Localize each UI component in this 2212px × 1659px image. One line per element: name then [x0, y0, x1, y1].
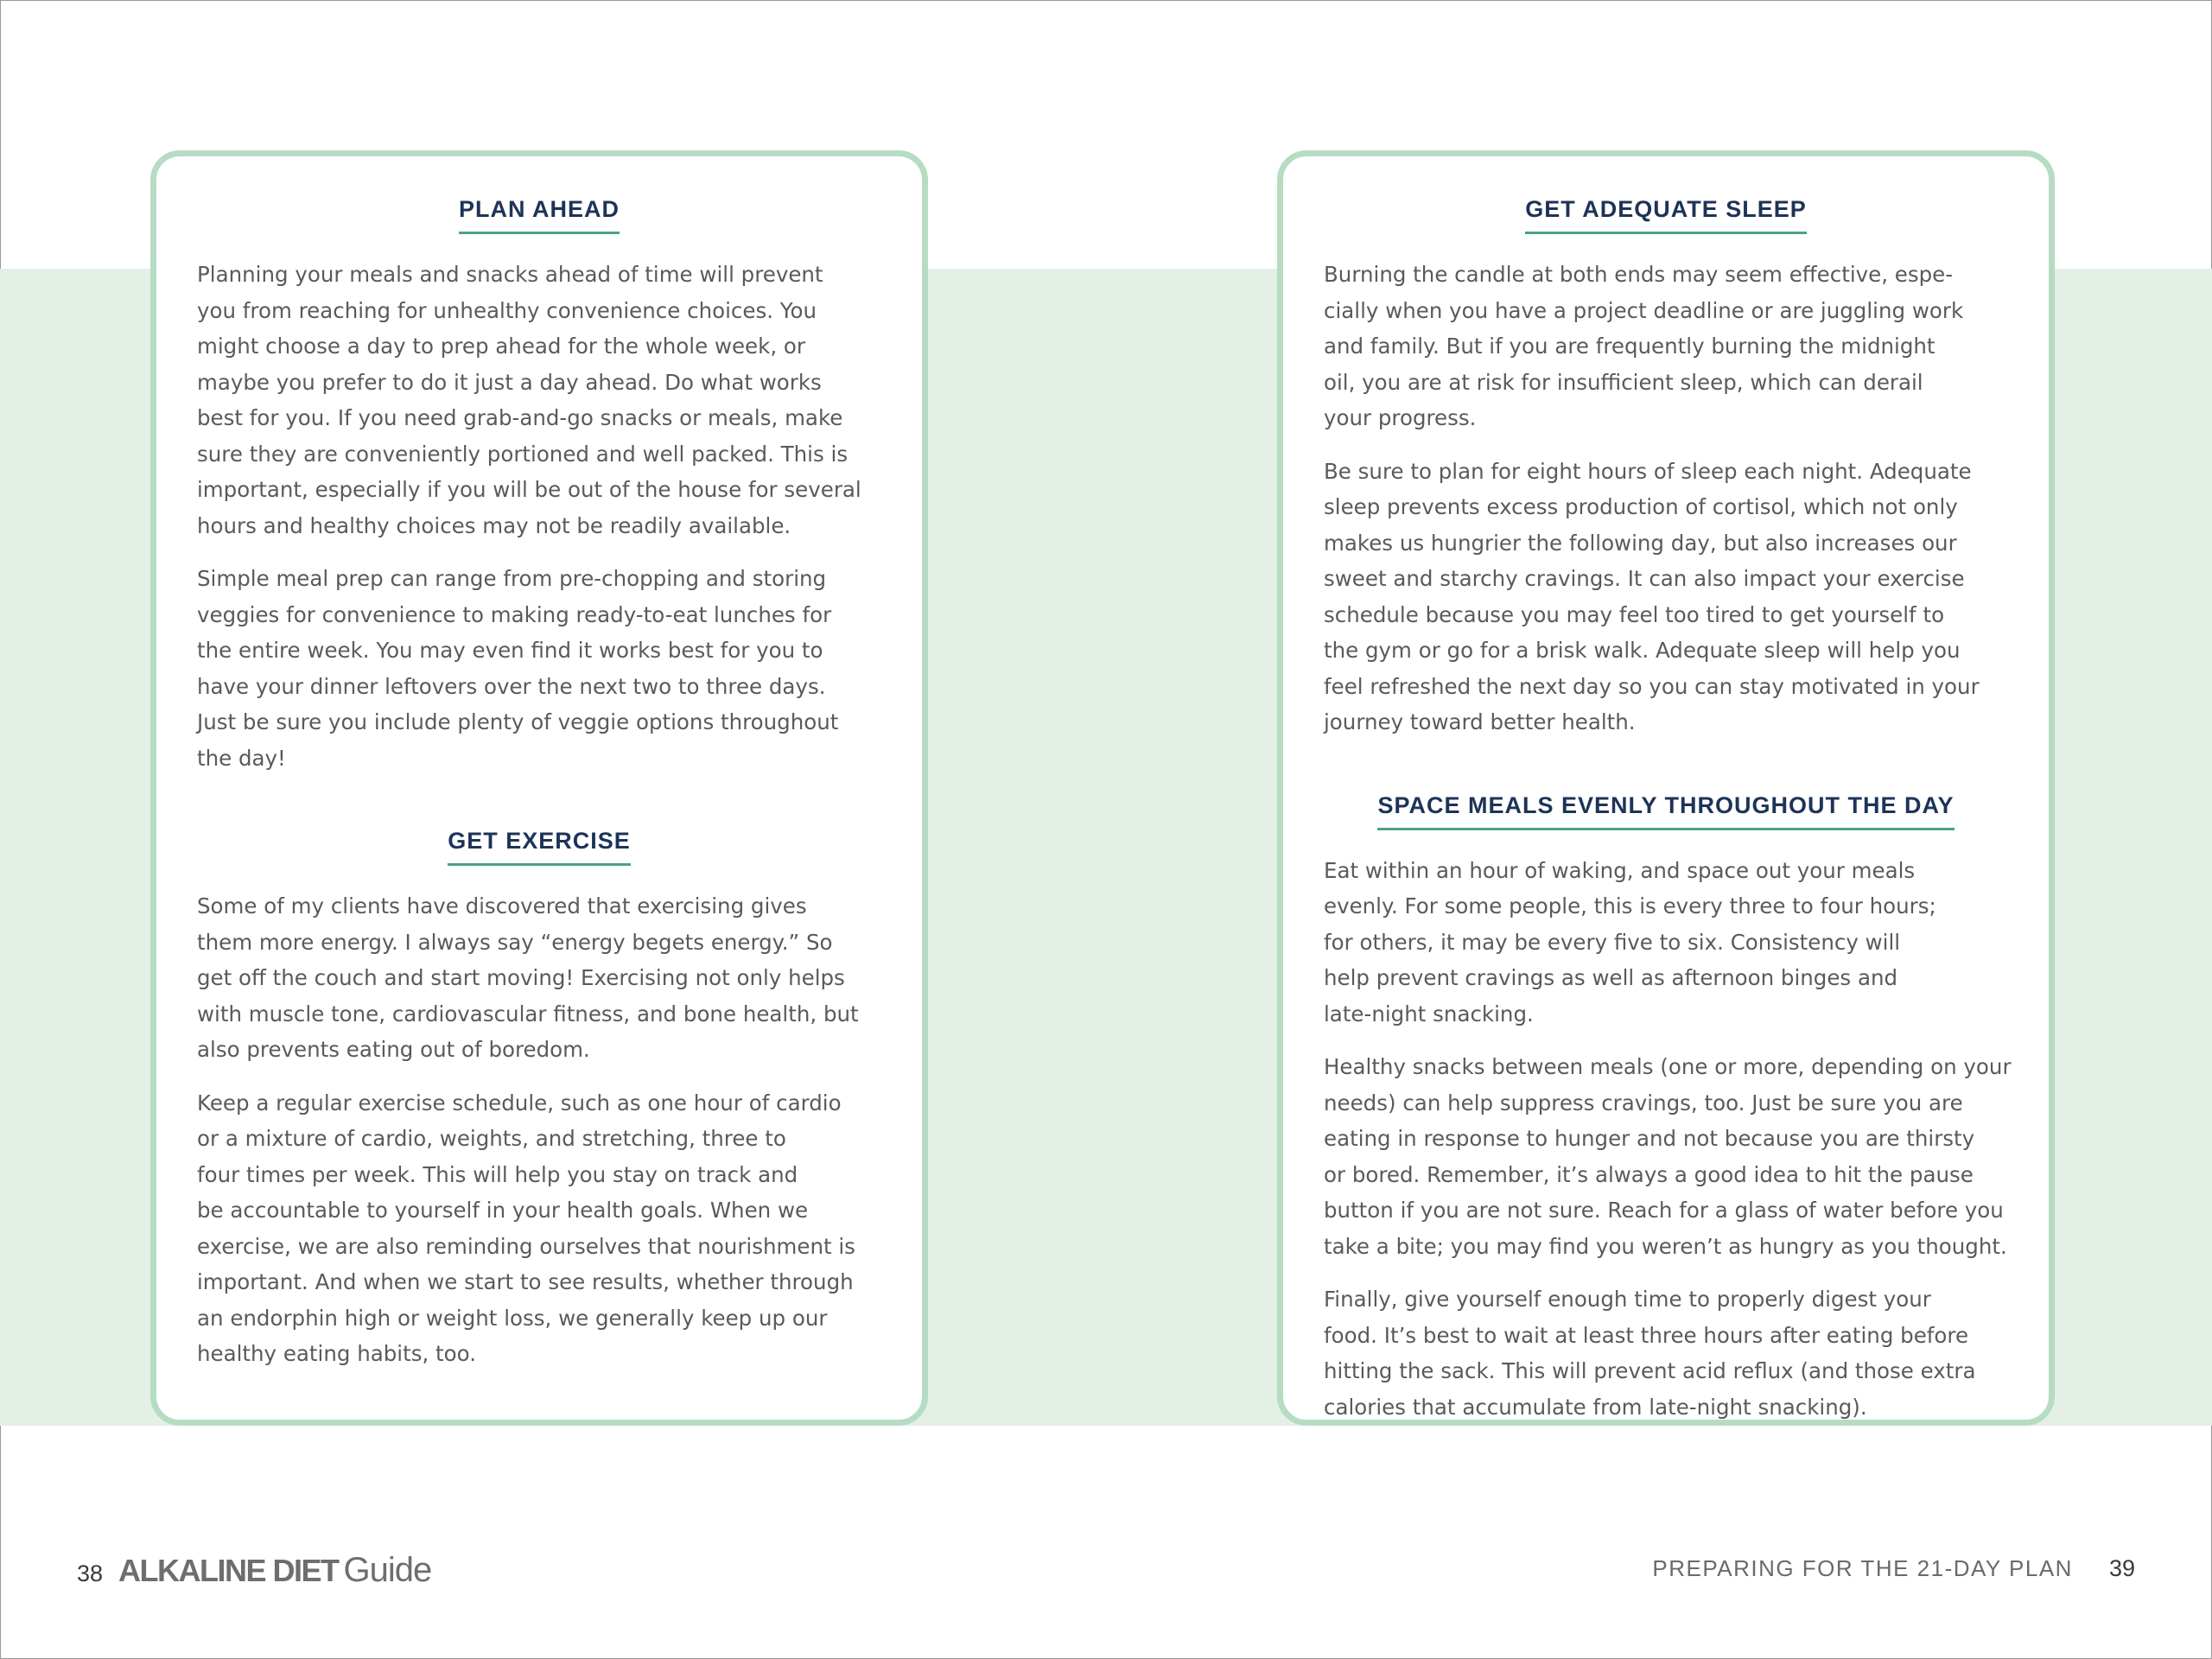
book-title-bold: ALKALINE DIET — [118, 1553, 339, 1588]
text-line: needs) can help suppress cravings, too. Just be sure you are — [1324, 1090, 1963, 1116]
adequate-sleep-heading-text: GET ADEQUATE SLEEP — [1525, 196, 1807, 234]
space-meals-paragraph-2 — [1324, 1049, 2012, 1264]
right-page-number: 39 — [2108, 1555, 2135, 1581]
text-line: and family. But if you are frequently burning the midnight — [1324, 334, 1936, 359]
text-line: oil, you are at risk for insufficient sleep, which can derail — [1324, 369, 1923, 395]
text-line: with muscle tone, cardiovascular fitness, and bone health, but — [197, 1001, 859, 1027]
text-line: the day! — [197, 745, 286, 771]
text-line: an endorphin high or weight loss, we generally keep up our — [197, 1305, 828, 1331]
text-line: important. And when we start to see results, whether through — [197, 1269, 854, 1294]
text-line: best for you. If you need grab-and-go snacks or meals, make — [197, 405, 843, 430]
text-line: Finally, give yourself enough time to properly digest your — [1324, 1287, 1931, 1312]
get-exercise-heading-text: GET EXERCISE — [448, 828, 631, 866]
adequate-sleep-paragraph-1 — [1324, 257, 2008, 436]
space-meals-paragraph-1 — [1324, 853, 2008, 1033]
plan-ahead-paragraph-2 — [197, 561, 881, 776]
get-exercise-heading — [197, 828, 881, 866]
text-line: Planning your meals and snacks ahead of time will prevent — [197, 262, 823, 287]
text-line: four times per week. This will help you stay on track and — [197, 1161, 798, 1187]
right-page-footer — [1652, 1555, 2135, 1582]
text-line: healthy eating habits, too. — [197, 1341, 476, 1366]
text-line: for others, it may be every five to six. Consistency will — [1324, 929, 1901, 955]
text-line: maybe you prefer to do it just a day ahead. Do what works — [197, 369, 822, 395]
text-line: veggies for convenience to making ready-to-eat lunches for — [197, 601, 832, 627]
text-line: Eat within an hour of waking, and space out your meals — [1324, 857, 1916, 883]
text-line: late-night snacking. — [1324, 1001, 1534, 1027]
text-line: food. It’s best to wait at least three hours after eating before — [1324, 1322, 1969, 1348]
text-line: Some of my clients have discovered that exercising gives — [197, 893, 807, 918]
plan-ahead-heading — [197, 196, 881, 234]
text-line: Be sure to plan for eight hours of sleep each night. Adequate — [1324, 458, 1972, 484]
text-line: makes us hungrier the following day, but also increases our — [1324, 530, 1957, 556]
text-line: be accountable to yourself in your health goals. When we — [197, 1198, 809, 1223]
text-line: Simple meal prep can range from pre-chopping and storing — [197, 566, 827, 591]
text-line: hitting the sack. This will prevent acid reflux (and those extra — [1324, 1358, 1976, 1383]
text-line: Healthy snacks between meals (one or more, depending on your — [1324, 1054, 2012, 1079]
text-line: exercise, we are also reminding ourselves that nourishment is — [197, 1233, 855, 1259]
space-meals-paragraph-3 — [1324, 1281, 2008, 1425]
left-tip-card — [150, 150, 928, 1426]
get-exercise-paragraph-1 — [197, 888, 881, 1068]
text-line: the entire week. You may even find it works best for you to — [197, 638, 823, 663]
left-page-number: 38 — [77, 1560, 104, 1586]
text-line: you from reaching for unhealthy convenience choices. You — [197, 297, 817, 323]
adequate-sleep-heading — [1324, 196, 2008, 234]
text-line: sweet and starchy cravings. It can also impact your exercise — [1324, 566, 1965, 591]
plan-ahead-paragraph-1 — [197, 257, 881, 543]
text-line: your progress. — [1324, 405, 1477, 430]
get-exercise-paragraph-2 — [197, 1085, 881, 1372]
text-line: take a bite; you may find you weren’t as hungry as you thought. — [1324, 1233, 2007, 1259]
text-line: schedule because you may feel too tired to get yourself to — [1324, 601, 1945, 627]
text-line: might choose a day to prep ahead for the whole week, or — [197, 334, 805, 359]
text-line: button if you are not sure. Reach for a glass of water before you — [1324, 1198, 2004, 1223]
right-tip-card — [1277, 150, 2055, 1426]
text-line: hours and healthy choices may not be readily available. — [197, 512, 791, 538]
text-line: evenly. For some people, this is every three to four hours; — [1324, 893, 1936, 918]
text-line: sure they are conveniently portioned and well packed. This is — [197, 441, 849, 467]
left-page-footer — [77, 1551, 431, 1590]
section-spacer — [1324, 758, 2008, 792]
text-line: eating in response to hunger and not because you are thirsty — [1324, 1126, 1975, 1151]
chapter-running-head: PREPARING FOR THE 21-DAY PLAN — [1652, 1555, 2073, 1581]
text-line: calories that accumulate from late-night snacking). — [1324, 1394, 1867, 1420]
section-spacer — [197, 793, 881, 828]
adequate-sleep-paragraph-2 — [1324, 454, 2008, 741]
space-meals-heading — [1324, 792, 2008, 830]
text-line: feel refreshed the next day so you can stay motivated in your — [1324, 673, 1980, 699]
space-meals-heading-text: SPACE MEALS EVENLY THROUGHOUT THE DAY — [1377, 792, 1954, 830]
text-line: Keep a regular exercise schedule, such as one hour of cardio — [197, 1090, 842, 1116]
text-line: them more energy. I always say “energy begets energy.” So — [197, 929, 833, 955]
text-line: Just be sure you include plenty of veggie options throughout — [197, 709, 839, 734]
plan-ahead-heading-text: PLAN AHEAD — [459, 196, 620, 234]
text-line: important, especially if you will be out of the house for several — [197, 477, 861, 502]
text-line: or bored. Remember, it’s always a good idea to hit the pause — [1324, 1161, 1974, 1187]
text-line: Burning the candle at both ends may seem effective, espe- — [1324, 262, 1954, 287]
text-line: the gym or go for a brisk walk. Adequate sleep will help you — [1324, 638, 1961, 663]
text-line: get off the couch and start moving! Exercising not only helps — [197, 965, 845, 990]
text-line: also prevents eating out of boredom. — [197, 1037, 590, 1062]
text-line: cially when you have a project deadline or are juggling work — [1324, 297, 1964, 323]
book-title-light: Guide — [343, 1551, 432, 1589]
text-line: sleep prevents excess production of cortisol, which not only — [1324, 494, 1958, 519]
text-line: journey toward better health. — [1324, 709, 1636, 734]
text-line: help prevent cravings as well as afternoon binges and — [1324, 965, 1898, 990]
text-line: have your dinner leftovers over the next two to three days. — [197, 673, 826, 699]
text-line: or a mixture of cardio, weights, and stretching, three to — [197, 1126, 786, 1151]
